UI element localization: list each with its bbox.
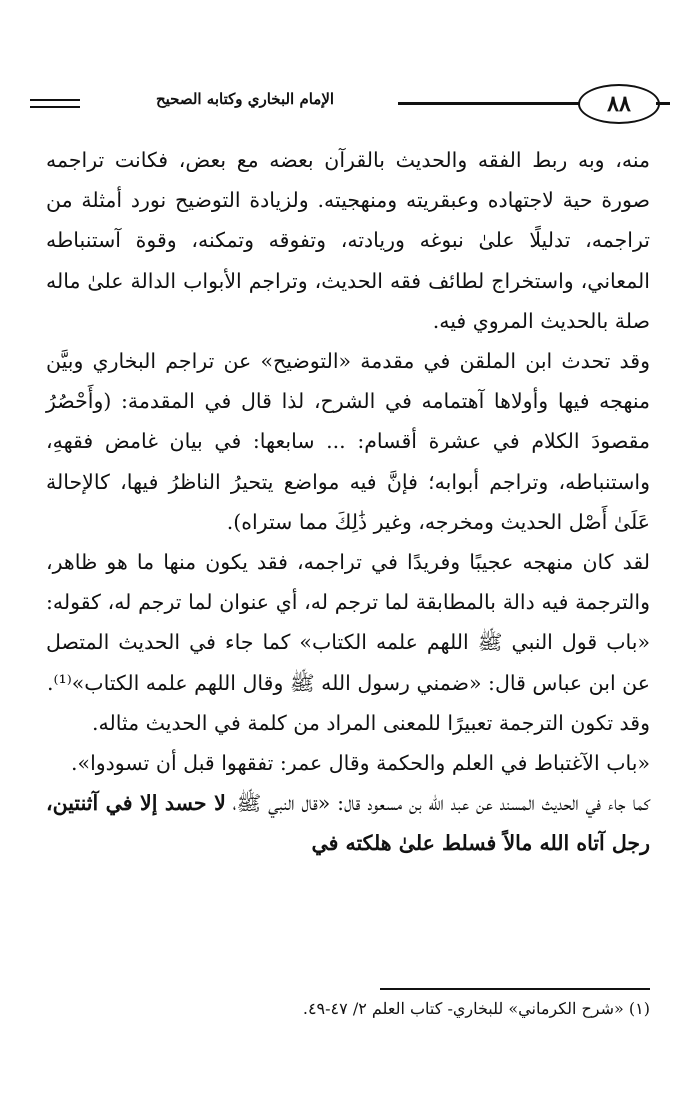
running-title: الإمام البخاري وكتابه الصحيح (100, 90, 390, 108)
header-rule-right (656, 102, 670, 105)
paragraph-3: لقد كان منهجه عجيبًا وفريدًا في تراجمه، فقد يكون منها ما هو ظاهر، والترجمة فيه دالة بالمطابقة لما ترجم له، أي عنوان لما ترجم له، كقوله: «باب قول النبي ﷺ اللهم علمه الكتاب» كما جاء في الحديث المتصل عن ابن عباس قال: «ضمني رسول الله ﷺ وقال اللهم علمه الكتاب»⁽¹⁾. (46, 550, 650, 695)
paragraph-4: وقد تكون الترجمة تعبيرًا للمعنى المراد من كلمة في الحديث مثاله. (92, 710, 650, 735)
header-rule-middle (398, 102, 580, 105)
main-text (46, 140, 650, 864)
header-rule-left-top (30, 99, 80, 101)
footnote: (١) «شرح الكرماني» للبخاري- كتاب العلم ٢/ ٤٧-٤٩. (302, 999, 650, 1018)
page-number: ٨٨ (578, 84, 660, 124)
header-rule-left-bottom (30, 106, 80, 108)
hadith-quote: لا حسد إلا في آثنتين، رجل آتاه الله مالاً فسلط علىٰ هلكته في (46, 791, 650, 856)
paragraph-2: وقد تحدث ابن الملقن في مقدمة «التوضيح» عن تراجم البخاري وبيَّن منهجه فيها وأولاها آهتمامه في الشرح، لذا قال في المقدمة: (وأَحْصُرُ مقصودَ الكلام في عشرة أقسام: ... سابعها: في بيان غامض فقههِ، واستنباطه، وتراجم أبوابه؛ فإنَّ فيه مواضع يتحيرُ الناظرُ فيها، كالإحالة عَلَىٰ أَصْل الحديث ومخرجه، وغير ذَٰلِكَ مما ستراه). (46, 349, 650, 534)
paragraph-6-normal: كما جاء في الحديث المسند عن عبد الله بن مسعود قال: «قال النبي ﷺ، (225, 791, 650, 816)
paragraph-5: «باب الآغتباط في العلم والحكمة وقال عمر: تفقهوا قبل أن تسودوا». (71, 751, 650, 776)
footnote-rule (380, 988, 650, 990)
page-header (30, 80, 670, 130)
paragraph-1: منه، وبه ربط الفقه والحديث بالقرآن بعضه مع بعض، فكانت تراجمه صورة حية لاجتهاده وعبقريته ومنهجيته. ولزيادة التوضيح نورد أمثلة من تراجمه، تدليلًا علىٰ نبوغه وريادته، وتفوقه وتمكنه، وقوة آستنباطه المعاني، واستخراج لطائف فقه الحديث، وتراجم الأبواب الدالة علىٰ ماله صلة بالحديث المروي فيه. (46, 148, 650, 333)
paragraph-6 (46, 783, 650, 863)
